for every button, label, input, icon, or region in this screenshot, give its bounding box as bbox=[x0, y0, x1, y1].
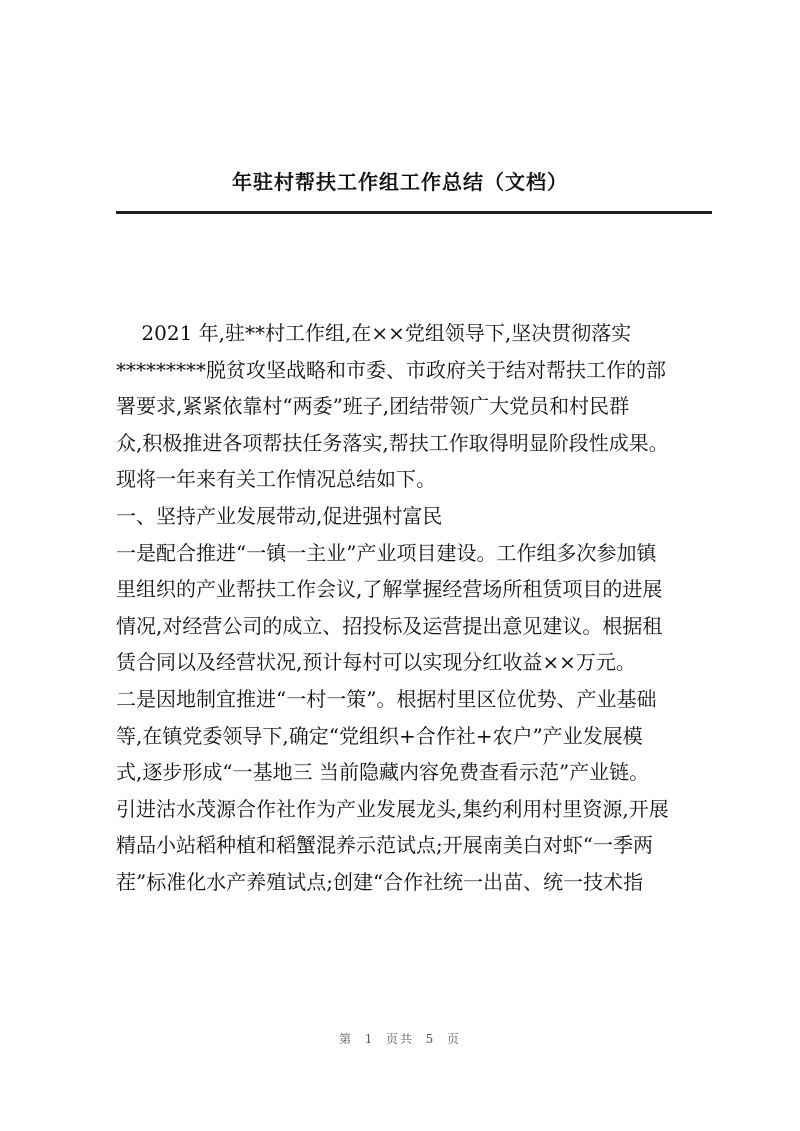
body-line: 现将一年来有关工作情况总结如下。 bbox=[116, 467, 436, 492]
body-line: 一是配合推进“一镇一主业”产业项目建设。工作组多次参加镇 bbox=[116, 540, 657, 565]
body-line: 赁合同以及经营状况,预计每村可以实现分红收益××万元。 bbox=[116, 650, 636, 675]
document-body bbox=[116, 315, 716, 901]
document-title: 年驻村帮扶工作组工作总结（文档） bbox=[232, 170, 568, 194]
body-line: 茬”标准化水产养殖试点;创建“合作社统一出苗、统一技术指 bbox=[116, 869, 644, 894]
body-line: 精品小站稻种植和稻蟹混养示范试点;开展南美白对虾“一季两 bbox=[116, 833, 653, 858]
body-line: 署要求,紧紧依靠村“两委”班子,团结带领广大党员和村民群 bbox=[116, 394, 630, 419]
section-heading: 一、坚持产业发展带动,促进强村富民 bbox=[116, 503, 443, 528]
page-footer: 第 1 页共 5 页 bbox=[339, 1032, 461, 1046]
body-line: 引进沽水茂源合作社作为产业发展龙头,集约利用村里资源,开展 bbox=[116, 796, 669, 821]
body-line: 情况,对经营公司的成立、招投标及运营提出意见建议。根据租 bbox=[116, 613, 663, 638]
body-line: 等,在镇党委领导下,确定“党组织+合作社+农户”产业发展模 bbox=[116, 723, 643, 748]
title-divider bbox=[116, 211, 712, 214]
body-line: 里组织的产业帮扶工作会议,了解掌握经营场所租赁项目的进展 bbox=[116, 577, 663, 602]
body-line: *********脱贫攻坚战略和市委、市政府关于结对帮扶工作的部 bbox=[116, 357, 666, 382]
body-line: 2021 年,驻**村工作组,在××党组领导下,坚决贯彻落实 bbox=[116, 321, 632, 345]
body-line: 众,积极推进各项帮扶任务落实,帮扶工作取得明显阶段性成果。 bbox=[116, 430, 669, 455]
body-line: 二是因地制宜推进“一村一策”。根据村里区位优势、产业基础 bbox=[116, 686, 657, 711]
body-line: 式,逐步形成“一基地三 当前隐藏内容免费查看示范”产业链。 bbox=[116, 760, 650, 785]
